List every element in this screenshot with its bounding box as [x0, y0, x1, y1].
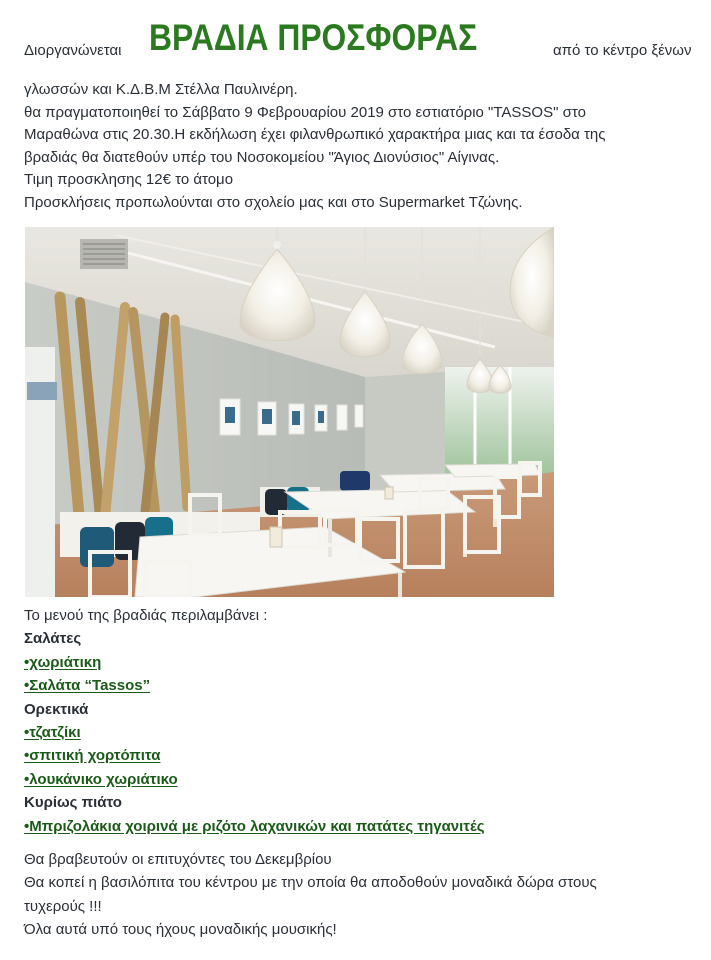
intro-line: βραδιάς θα διατεθούν υπέρ του Νοσοκομείου "Άγιος Διονύσιος" Αίγινας. — [24, 148, 500, 166]
closing-line: τυχερούς !!! — [24, 897, 102, 915]
intro-line: Μαραθώνα στις 20.30.Η εκδήλωση έχει φιλανθρωπικό χαρακτήρα μιας και τα έσοδα της — [24, 126, 606, 143]
menu-category-main-course: Κυρίως πιάτο — [24, 794, 122, 812]
menu-item-link[interactable]: •χωριάτικη — [24, 653, 102, 671]
intro-line: Τιμη προσκλησης 12€ το άτομο — [24, 171, 234, 188]
intro-line: Προσκλήσεις προπωλούνται στο σχολείο μας και στο Supermarket Τζώνης. — [24, 193, 523, 211]
header-trail-text: από το κέντρο ξένων — [553, 42, 692, 59]
restaurant-interior-illustration — [25, 227, 554, 597]
event-title: ΒΡΑΔΙΑ ΠΡΟΣΦΟΡΑΣ — [149, 17, 478, 58]
intro-paragraph — [24, 79, 710, 214]
menu-section — [24, 604, 710, 838]
menu-item-link[interactable]: •Σαλάτα “Tassos” — [24, 677, 151, 695]
closing-paragraph — [24, 848, 710, 942]
closing-line: Θα κοπεί η βασιλόπιτα του κέντρου με την οποία θα αποδοθούν μοναδικά δώρα στους — [24, 874, 597, 892]
header-lead-text: Διοργανώνεται — [24, 42, 122, 59]
closing-line: Θα βραβευτούν οι επιτυχόντες του Δεκεμβρίου — [24, 851, 332, 868]
closing-line: Όλα αυτά υπό τους ήχους μοναδικής μουσικής! — [24, 921, 337, 939]
menu-item-link[interactable]: •Μπριζολάκια χοιρινά με ριζότο λαχανικών και πατάτες τηγανιτές — [24, 817, 485, 835]
header-row — [24, 10, 704, 72]
menu-category-salads: Σαλάτες — [24, 630, 82, 648]
menu-item-link[interactable]: •τζατζίκι — [24, 724, 81, 742]
intro-line: θα πραγματοποιηθεί το Σάββατο 9 Φεβρουαρίου 2019 στο εστιατόριο "TASSOS" στο — [24, 103, 586, 121]
menu-intro: Το μενού της βραδιάς περιλαμβάνει : — [24, 607, 268, 624]
menu-item-link[interactable]: •σπιτική χορτόπιτα — [24, 747, 161, 765]
intro-line: γλωσσών και Κ.Δ.Β.Μ Στέλλα Παυλινέρη. — [24, 81, 298, 98]
menu-category-appetizers: Ορεκτικά — [24, 700, 89, 718]
restaurant-photo — [25, 227, 554, 597]
menu-item-link[interactable]: •λουκάνικο χωριάτικο — [24, 770, 178, 788]
